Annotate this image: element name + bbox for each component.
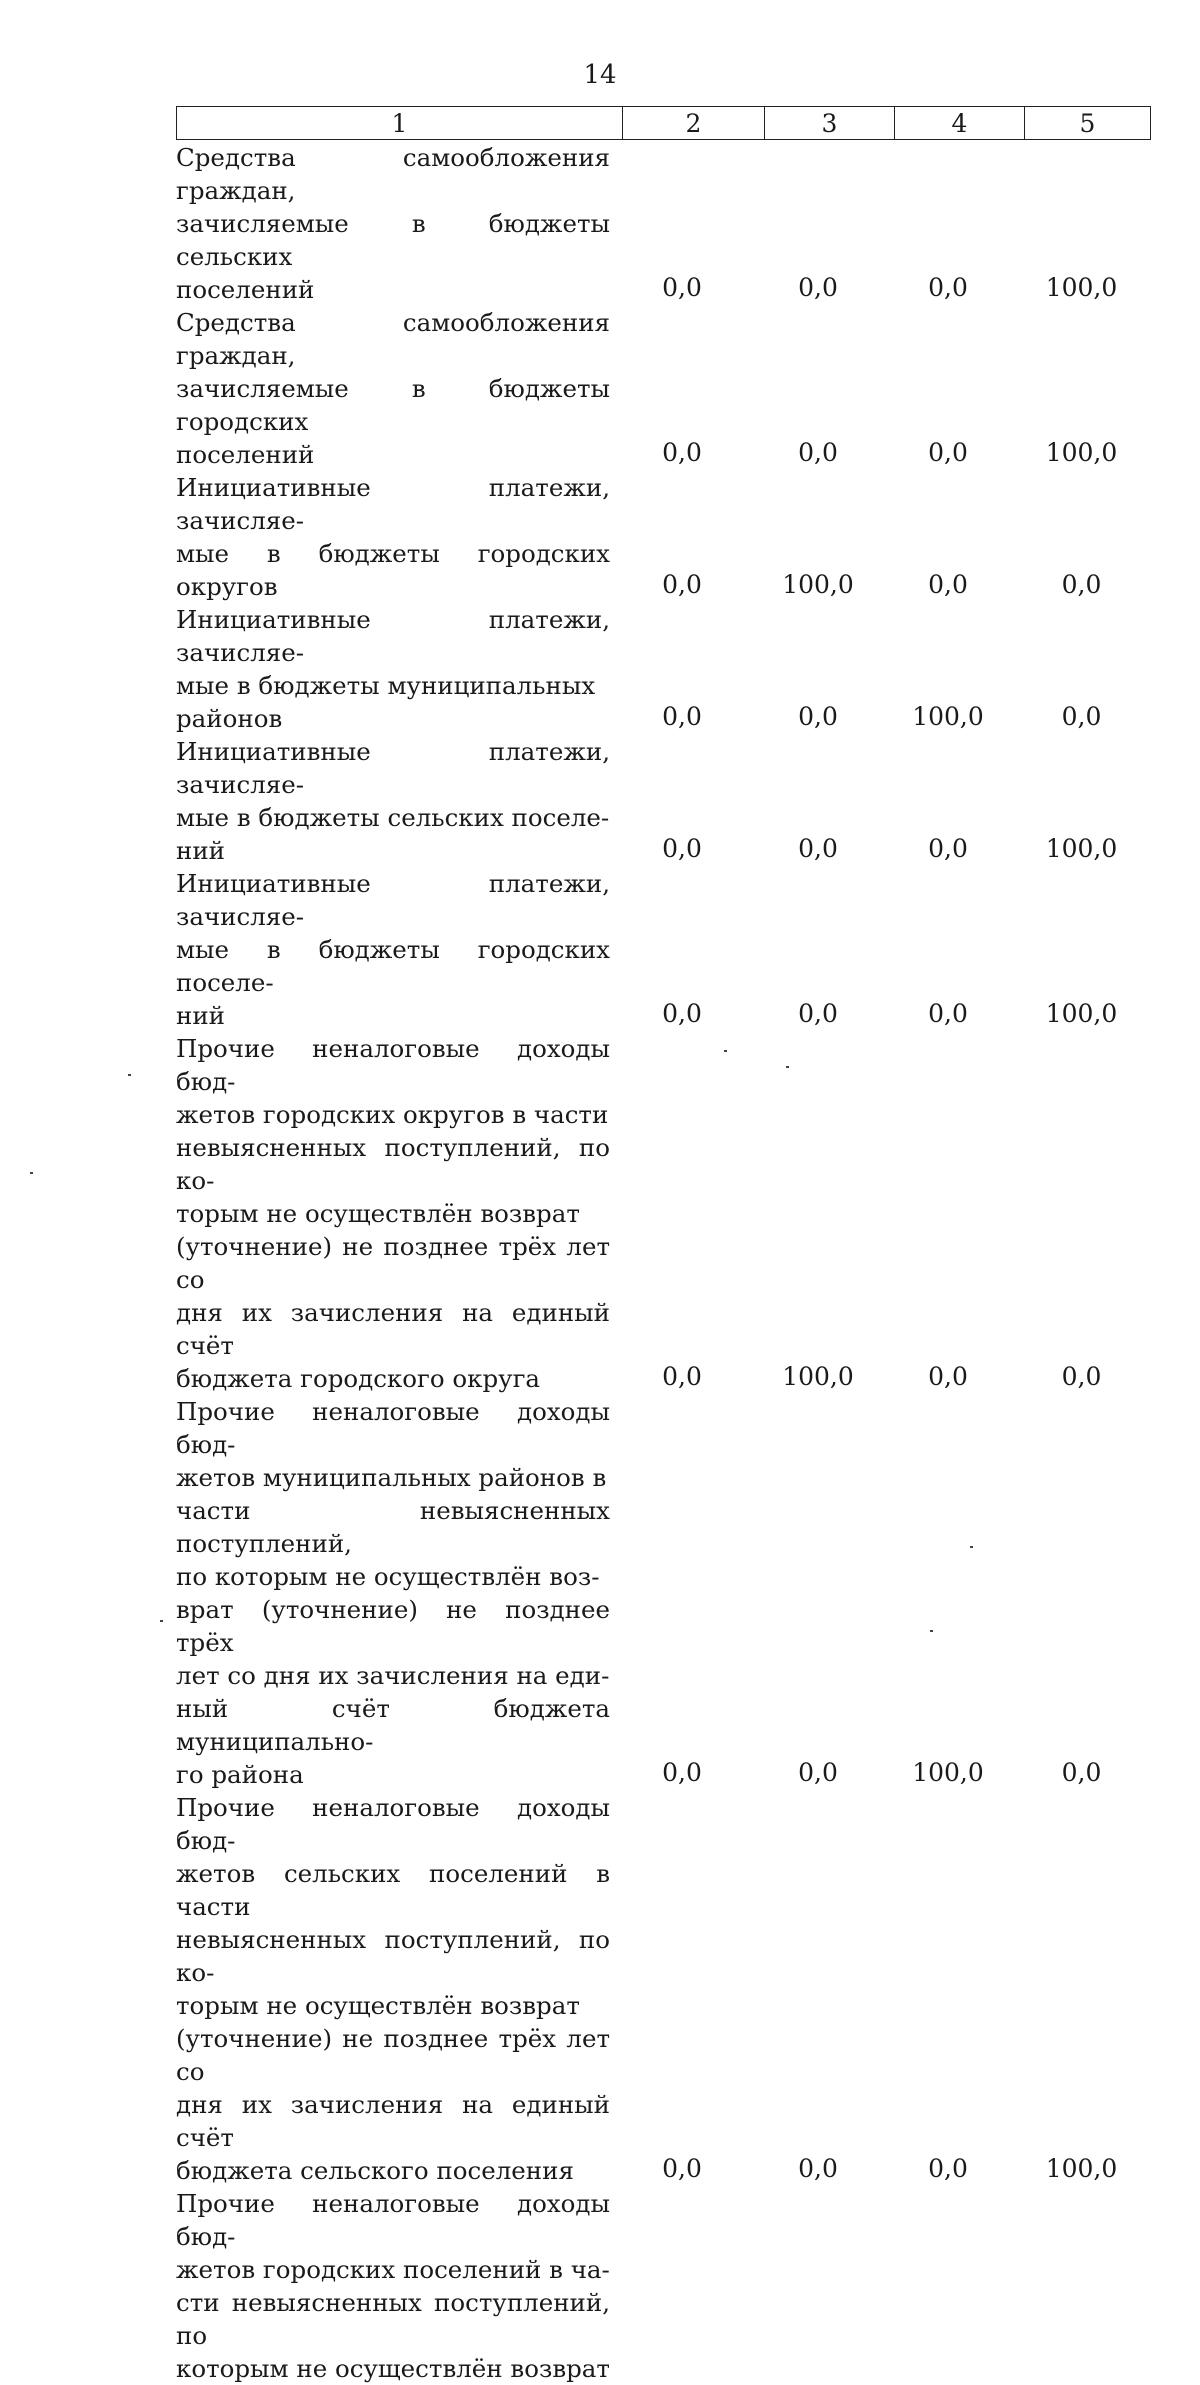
value-cell-col2: 0,0 [662,438,702,467]
table-header-row [177,107,1151,140]
page-number: 14 [583,60,617,90]
value-cell-col2: 0,0 [662,273,702,302]
value-cell-col2: 0,0 [662,834,702,863]
row-label: Инициативные платежи, зачисляе- мые в бюджеты городских поселе- ний [176,869,610,1030]
value-cell-col2: 0,0 [662,1758,702,1787]
column-header-4: 4 [895,107,1025,140]
column-header-2: 2 [623,107,765,140]
table-row [176,2187,1150,2385]
value-cell-col3: 100,0 [782,570,854,599]
value-cell-col5: 100,0 [1045,999,1118,1028]
row-label: Инициативные платежи, зачисляе- мые в бюджеты муниципальных районов [176,605,610,733]
value-cell-col5: 100,0 [1045,438,1118,467]
column-header-1: 1 [177,107,623,140]
value-cell-col4: 0,0 [928,570,968,599]
value-cell-col4: 100,0 [912,702,984,731]
value-cell-col5: 100,0 [1045,2154,1118,2183]
value-cell-col3: 0,0 [798,273,838,302]
value-cell-col4: 0,0 [928,2154,968,2183]
value-cell-col5: 0,0 [1061,1758,1102,1787]
table-row [176,867,1150,1032]
row-label: Прочие неналоговые доходы бюд- жетов городских поселений в ча- сти невыясненных поступлений, по которым не осуществлён возврат [176,2189,610,2383]
value-cell-col5: 0,0 [1061,570,1102,599]
row-label: Прочие неналоговые доходы бюд- жетов муниципальных районов в части невыясненных поступлений, по которым не осуществлён воз- врат (уточнение) не позднее трёх лет со дня их зачисления на еди- ный счёт бюджета муниципально- го района [176,1397,610,1789]
scan-speck [786,1066,789,1068]
table-row [176,735,1150,867]
row-label: Инициативные платежи, зачисляе- мые в бюджеты сельских поселе- ний [176,737,610,865]
value-cell-col2: 0,0 [662,1362,702,1391]
value-cell-col3: 0,0 [798,1758,838,1787]
table-header [176,106,1151,140]
scan-speck [160,1620,163,1622]
value-cell-col5: 0,0 [1061,1362,1102,1391]
value-cell-col2: 0,0 [662,999,702,1028]
value-cell-col3: 0,0 [798,438,838,467]
value-cell-col5: 0,0 [1061,702,1102,731]
table-row [176,1395,1150,1791]
scan-speck [128,1074,131,1076]
row-label: Прочие неналоговые доходы бюд- жетов городских округов в части невыясненных поступлений, по ко- торым не осуществлён возврат (уточнение) не позднее трёх лет со дня их зачисления на единый счёт бюджета городского округа [176,1034,610,1393]
row-label: Средства самообложения граждан, зачисляемые в бюджеты сельских поселений [176,143,610,304]
row-label: Средства самообложения граждан, зачисляемые в бюджеты городских поселений [176,308,610,469]
value-cell-col3: 100,0 [782,1362,854,1391]
table-body [176,141,1150,2385]
value-cell-col4: 0,0 [928,1362,968,1391]
table-row [176,141,1150,306]
table-row [176,1791,1150,2187]
table-row [176,1032,1150,1395]
table-row [176,471,1150,603]
table-row [176,603,1150,735]
row-label: Инициативные платежи, зачисляе- мые в бюджеты городских округов [176,473,610,601]
value-cell-col3: 0,0 [798,999,838,1028]
scan-speck [930,1630,933,1632]
value-cell-col5: 100,0 [1045,834,1118,863]
value-cell-col4: 100,0 [912,1758,984,1787]
scan-speck [970,1546,973,1548]
column-header-5: 5 [1025,107,1151,140]
value-cell-col5: 100,0 [1045,273,1118,302]
value-cell-col4: 0,0 [928,438,968,467]
value-cell-col3: 0,0 [798,2154,838,2183]
value-cell-col4: 0,0 [928,273,968,302]
column-header-3: 3 [765,107,895,140]
value-cell-col2: 0,0 [662,2154,702,2183]
table-row [176,306,1150,471]
row-label: Прочие неналоговые доходы бюд- жетов сельских поселений в части невыясненных поступлений, по ко- торым не осуществлён возврат (уточнение) не позднее трёх лет со дня их зачисления на единый счёт бюджета сельского поселения [176,1793,610,2185]
value-cell-col3: 0,0 [798,702,838,731]
value-cell-col3: 0,0 [798,834,838,863]
scan-speck [724,1050,727,1052]
value-cell-col2: 0,0 [662,570,702,599]
value-cell-col4: 0,0 [928,999,968,1028]
value-cell-col4: 0,0 [928,834,968,863]
value-cell-col2: 0,0 [662,702,702,731]
scan-speck [30,1172,33,1174]
